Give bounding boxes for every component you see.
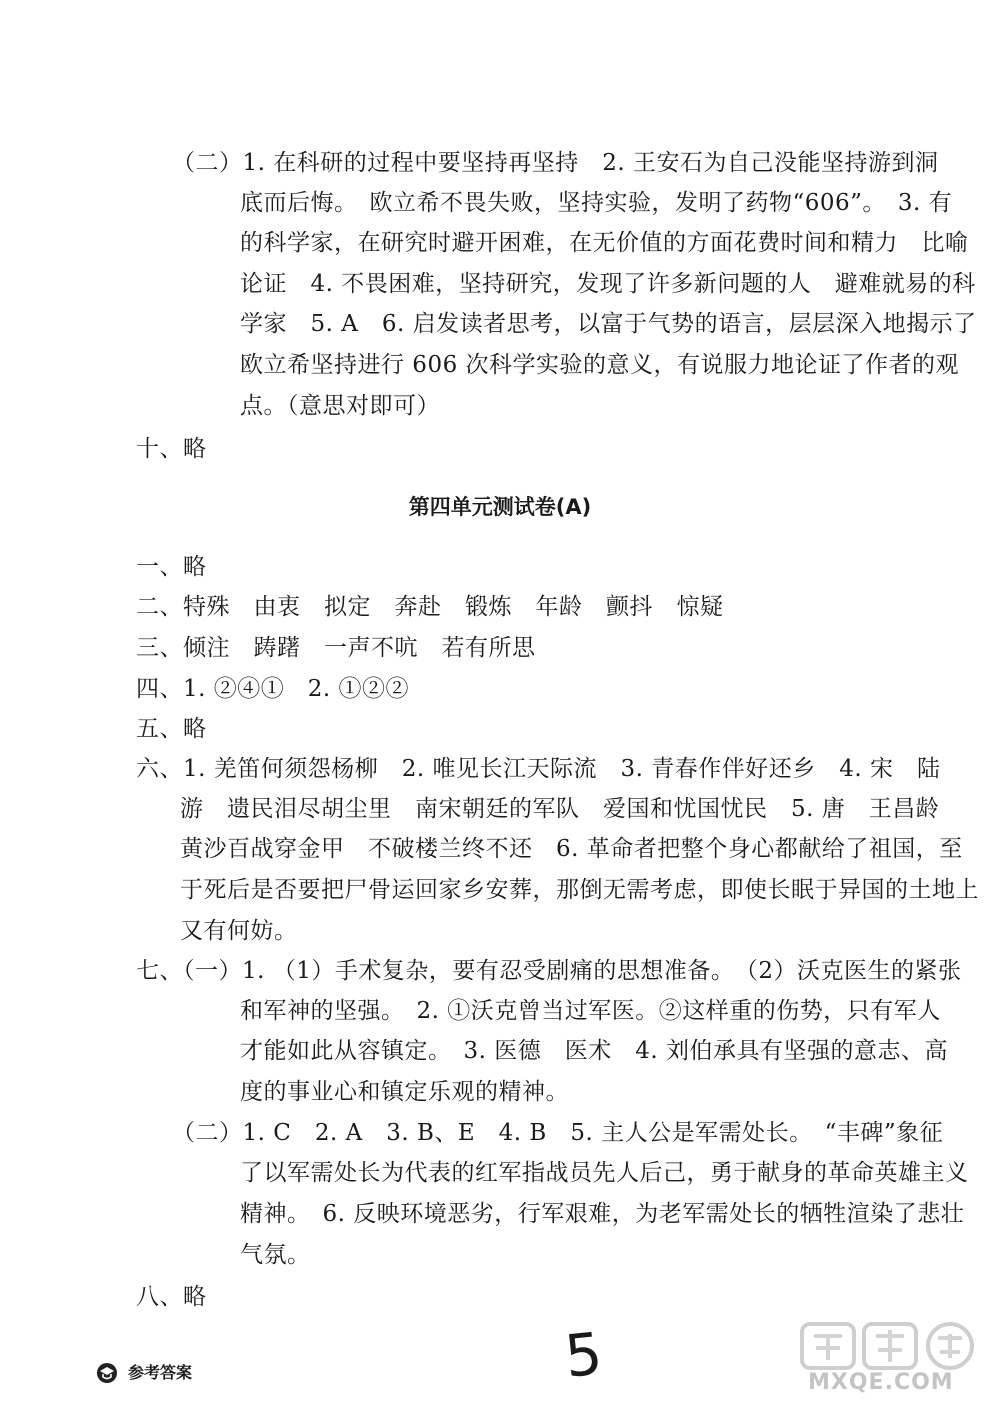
answer-line: 底而后悔。 欧立希不畏失败，坚持实验，发明了药物“606”。 3. 有 (240, 190, 953, 216)
section-heading: 第四单元测试卷(A) (408, 495, 592, 519)
answer-line: 七、（一）1. （1）手术复杂，要有忍受剧痛的思想准备。 （2）沃克医生的紧张 (136, 958, 962, 984)
footer-label: 参考答案 (128, 1363, 193, 1382)
answer-line: 又有何妨。 (180, 918, 298, 944)
answer-line: 于死后是否要把尸骨运回家乡安葬，那倒无需考虑，即使长眠于异国的土地上 (180, 877, 979, 903)
watermark-text: MXQE.COM (808, 1370, 954, 1395)
answer-line: 了以军需处长为代表的红军指战员先人后己，勇于献身的革命英雄主义 (240, 1160, 969, 1186)
answer-line: 四、1. ②④① 2. ①②② (136, 676, 410, 702)
answer-line: 欧立希坚持进行 606 次科学实验的意义，有说服力地论证了作者的观 (240, 352, 960, 378)
answer-line: 一、略 (136, 554, 207, 580)
answer-line: 黄沙百战穿金甲 不破楼兰终不还 6. 革命者把整个身心都献给了祖国，至 (180, 836, 963, 862)
answer-line: 精神。 6. 反映环境恶劣，行军艰难，为老军需处长的牺牲渲染了悲壮 (240, 1201, 965, 1227)
answer-line: 八、略 (136, 1284, 207, 1310)
answer-line: 论证 4. 不畏困难，坚持研究，发现了许多新问题的人 避难就易的科 (240, 271, 976, 297)
answer-line: 二、特殊 由衷 拟定 奔赴 锻炼 年龄 颤抖 惊疑 (136, 594, 724, 620)
answer-line: 气氛。 (240, 1242, 311, 1268)
answer-line: 才能如此从容镇定。 3. 医德 医术 4. 刘伯承具有坚强的意志、高 (240, 1038, 949, 1064)
answer-line: 度的事业心和镇定乐观的精神。 (240, 1079, 569, 1105)
answer-line: （二）1. C 2. A 3. B、E 4. B 5. 主人公是军需处长。 “丰碑”象征 (172, 1120, 944, 1146)
answer-key-icon (96, 1362, 118, 1384)
answer-line: 点。（意思对即可） (240, 393, 440, 419)
answer-line: 和军神的坚强。 2. ①沃克曾当过军医。②这样重的伤势，只有军人 (240, 998, 941, 1024)
answer-line: 五、略 (136, 716, 207, 742)
answer-line: 游 遗民泪尽胡尘里 南宋朝廷的军队 爱国和忧国忧民 5. 唐 王昌龄 (180, 796, 940, 822)
answer-line: 学家 5. A 6. 启发读者思考，以富于气势的语言，层层深入地揭示了 (240, 311, 977, 337)
page-number: 5 (561, 1319, 606, 1391)
answer-line: 的科学家，在研究时避开困难，在无价值的方面花费时间和精力 比喻 (240, 230, 969, 256)
answer-line: 三、倾注 踌躇 一声不吭 若有所思 (136, 635, 536, 661)
answer-line: （二）1. 在科研的过程中要坚持再坚持 2. 王安石为自己没能坚持游到洞 (172, 150, 939, 176)
answer-line: 六、1. 羌笛何须怨杨柳 2. 唯见长江天际流 3. 青春作伴好还乡 4. 宋 陆 (136, 756, 941, 782)
answer-line: 十、略 (136, 436, 207, 462)
